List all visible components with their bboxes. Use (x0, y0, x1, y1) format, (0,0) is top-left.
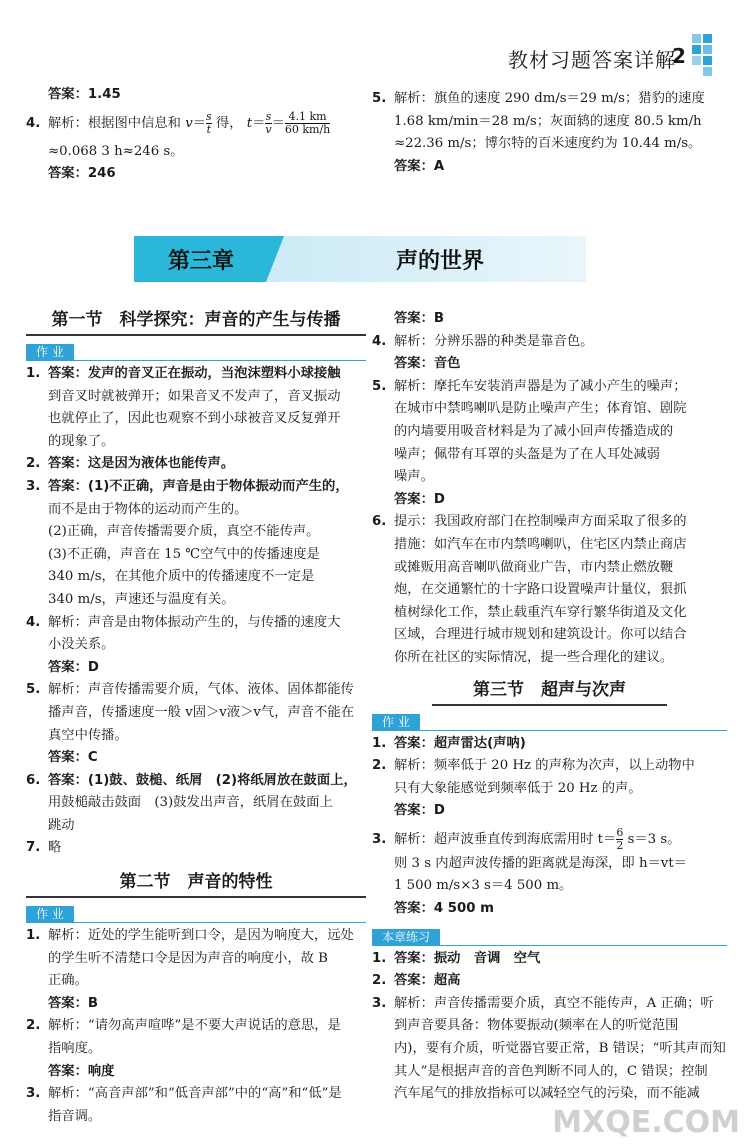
line: 340 m/s，声速还与温度有关。 (48, 591, 235, 607)
line: ≈22.36 m/s；博尔特的百米速度约为 10.44 m/s。 (394, 136, 702, 152)
question-item (372, 948, 727, 971)
question-number: 3. (372, 831, 387, 847)
question-number: 5. (372, 91, 387, 106)
homework-tag: 作 业 (372, 714, 420, 730)
question-text: 得， (215, 115, 243, 131)
line: 的学生听不清楚口令是因为声音的响度小，故 B (48, 950, 328, 966)
question-item (26, 1015, 366, 1083)
line: 也就停止了，因此也观察不到小球被音叉反复弹开 (48, 411, 341, 427)
line: 略 (48, 840, 62, 856)
question-text: 解析：超声波垂直传到海底需用时 t＝ (394, 831, 617, 847)
line: 答案：(1)鼓、鼓槌、纸屑 (2)将纸屑放在鼓面上， (48, 772, 357, 788)
line: 答案：D (394, 491, 445, 507)
line: 答案：超声雷达(声呐) (394, 735, 526, 751)
line: 答案：D (394, 803, 445, 819)
question-number: 4. (26, 614, 41, 630)
line: 措施：如汽车在市内禁鸣喇叭，住宅区内禁止商店 (394, 536, 687, 552)
answer-text: 答案：B (394, 311, 445, 326)
question-item (26, 925, 366, 1015)
line: 答案：D (48, 659, 99, 675)
section-title: 第二节 声音的特性 (26, 868, 366, 898)
question-number: 6. (372, 514, 387, 530)
line: 的现象了。 (48, 433, 115, 449)
line: 噪声；佩带有耳罩的头盔是为了在人耳处减弱 (394, 446, 660, 462)
line: 噪声。 (394, 469, 434, 485)
line: 植树绿化工作，禁止载重汽车穿行繁华街道及文化 (394, 604, 687, 620)
question-item (372, 733, 727, 756)
line: 指响度。 (48, 1041, 102, 1057)
answer-text: 答案：4 500 m (394, 901, 495, 917)
right-column (372, 308, 727, 1106)
line: 播声音，传播速度一般 v固＞v液＞v气，声音不能在 (48, 704, 354, 720)
question-number: 1. (26, 928, 41, 944)
question-item (372, 970, 727, 993)
line: 答案：超高 (394, 973, 461, 989)
line: 正确。 (48, 973, 88, 989)
homework-tag: 作 业 (26, 344, 74, 360)
line: 答案：发声的音叉正在振动，当泡沫塑料小球接触 (48, 366, 341, 381)
question-item (372, 376, 727, 512)
answer-text: 答案：1.45 (48, 87, 121, 102)
chapter-banner (134, 236, 586, 282)
line: 只有大象能感觉到频率低于 20 Hz 的声。 (394, 780, 642, 796)
question-item (372, 511, 727, 669)
question-item: 4. 解析：根据图中信息和 v＝ $\frac{s}{t}$ 得， t＝ $\frac{s}{v}$ ＝ $\frac{4.1 km}{60 km/h}$ (26, 109, 331, 136)
watermark: MXQE.COM (552, 1105, 740, 1140)
line: 汽车尾气的排放指标可以减轻空气的污染，而不能减 (394, 1086, 700, 1102)
line: 到音叉时就被弹开；如果音叉不发声了，音叉振动 (48, 388, 341, 404)
line: 解析：旗鱼的速度 290 dm/s＝29 m/s；猎豹的速度 (394, 91, 705, 106)
question-number: 5. (26, 682, 41, 698)
line: 解析：分辨乐器的种类是靠音色。 (394, 333, 594, 349)
line: 炮，在交通繁忙的十字路口设置噪声计量仪，狠抓 (394, 582, 687, 598)
formula-fraction: $\frac{s}{v}$ (265, 109, 272, 136)
question-number: 6. (26, 772, 41, 788)
line: 真空中传播。 (48, 727, 128, 743)
line: 答案：振动 音调 空气 (394, 950, 541, 966)
question-item (26, 679, 366, 769)
question-item (26, 837, 366, 860)
formula-fraction: $\frac{4.1 km}{60 km/h}$ (284, 109, 331, 136)
line: 提示：我国政府部门在控制噪声方面采取了很多的 (394, 514, 687, 530)
line: 1 500 m/s×3 s＝4 500 m。 (394, 878, 573, 894)
line: 则 3 s 内超声波传播的距离就是海深，即 h＝vt＝ (394, 855, 687, 871)
question-text: ≈0.068 3 h≈246 s。 (48, 143, 184, 159)
question-item (26, 770, 366, 838)
question-number: 2. (26, 456, 41, 472)
page-number: 2 (672, 44, 686, 68)
line: 小没关系。 (48, 637, 115, 653)
question-number: 7. (26, 840, 41, 856)
question-number: 3. (26, 1086, 41, 1102)
chapter-title: 声的世界 (396, 249, 485, 274)
question-number: 2. (372, 973, 387, 989)
line: 解析：声音传播需要介质，气体、液体、固体都能传 (48, 682, 354, 698)
top-left-block (26, 84, 366, 186)
line: 340 m/s，在其他介质中的传播速度不一定是 (48, 569, 315, 585)
line: 在城市中禁鸣喇叭是防止噪声产生；体育馆、剧院 (394, 401, 687, 417)
question-number: 2. (372, 758, 387, 774)
question-text: s＝3 s。 (627, 831, 681, 847)
question-item (26, 476, 366, 612)
homework-tag: 作 业 (26, 906, 74, 922)
top-right-block (372, 88, 727, 178)
question-item (372, 331, 727, 376)
question-number: 4. (372, 333, 387, 349)
line: 你所在社区的实际情况，提一些合理化的建议。 (394, 649, 674, 665)
line: 解析：频率低于 20 Hz 的声称为次声，以上动物中 (394, 758, 695, 774)
line: 内)，要有介质，听觉器官要正常，B 错误；“听其声而知 (394, 1041, 726, 1057)
line: 答案：(1)不正确，声音是由于物体振动而产生的， (48, 478, 349, 494)
question-item (372, 88, 727, 178)
line: 解析：“高音声部”和“低音声部”中的“高”和“低”是 (48, 1086, 342, 1102)
line: 答案：C (48, 750, 98, 766)
answer-text: 答案：A (394, 158, 445, 174)
line: 其人”是根据声音的音色判断不同人的，C 错误；控制 (394, 1063, 708, 1079)
question-number: 1. (26, 366, 41, 381)
question-number: 2. (26, 1018, 41, 1034)
line: 而不是由于物体的运动而产生的。 (48, 501, 248, 517)
line: 解析：声音传播需要介质，真空不能传声，A 正确；听 (394, 995, 714, 1011)
line: 答案：音色 (394, 356, 461, 372)
question-number: 3. (26, 478, 41, 494)
line: 用鼓槌敲击鼓面 (3)鼓发出声音，纸屑在鼓面上 (48, 795, 333, 811)
question-number: 4. (26, 115, 41, 131)
question-text: 解析：根据图中信息和 (48, 115, 181, 131)
line: 解析：近处的学生能听到口令，是因为响度大，远处 (48, 928, 354, 944)
question-item (26, 453, 366, 476)
question-item (26, 612, 366, 680)
line: 解析：摩托车安装消声器是为了减小产生的噪声； (394, 378, 687, 394)
question-item (372, 827, 727, 853)
formula-fraction: $\frac{s}{t}$ (206, 109, 212, 136)
line: (3)不正确，声音在 15 ℃空气中的传播速度是 (48, 546, 320, 562)
line: 答案：这是因为液体也能传声。 (48, 456, 235, 472)
question-item (372, 755, 727, 823)
line: 1.68 km/min＝28 m/s；灰面鸫的速度 80.5 km/h (394, 113, 702, 129)
chapter-label: 第三章 (168, 249, 235, 274)
line: (2)正确，声音传播需要介质，真空不能传声。 (48, 524, 320, 540)
line: 解析：“请勿高声喧哗”是不要大声说话的意思，是 (48, 1018, 341, 1034)
section-title: 第三节 超声与次声 (432, 676, 667, 706)
line: 区域，合理进行城市规划和建筑设计。你可以结合 (394, 627, 687, 643)
question-number: 3. (372, 995, 387, 1011)
line: 或摊贩用高音喇叭做商业广告，市内禁止燃放鞭 (394, 559, 674, 575)
line: 跳动 (48, 817, 75, 833)
line: 到声音要具备：物体要振动(频率在人的听觉范围 (394, 1018, 679, 1034)
question-number: 1. (372, 950, 387, 966)
line: 的内墙要用吸音材料是为了减小回声传播造成的 (394, 423, 674, 439)
practice-tag: 本章练习 (372, 929, 440, 945)
answer-text: 答案：246 (48, 166, 116, 182)
question-item (372, 993, 727, 1106)
question-number: 1. (372, 735, 387, 751)
section-title: 第一节 科学探究：声音的产生与传播 (26, 306, 366, 336)
question-item (26, 363, 366, 453)
corner-decoration (690, 34, 720, 78)
question-item (26, 1083, 366, 1128)
question-number: 5. (372, 378, 387, 394)
line: 答案：响度 (48, 1063, 115, 1079)
line: 解析：声音是由物体振动产生的，与传播的速度大 (48, 614, 341, 630)
line: 答案：B (48, 995, 99, 1011)
line: 指音调。 (48, 1108, 102, 1124)
formula-fraction: $\frac{6}{2}$ (616, 825, 624, 852)
header-title: 教材习题答案详解 (508, 48, 676, 72)
left-column (26, 300, 366, 1128)
